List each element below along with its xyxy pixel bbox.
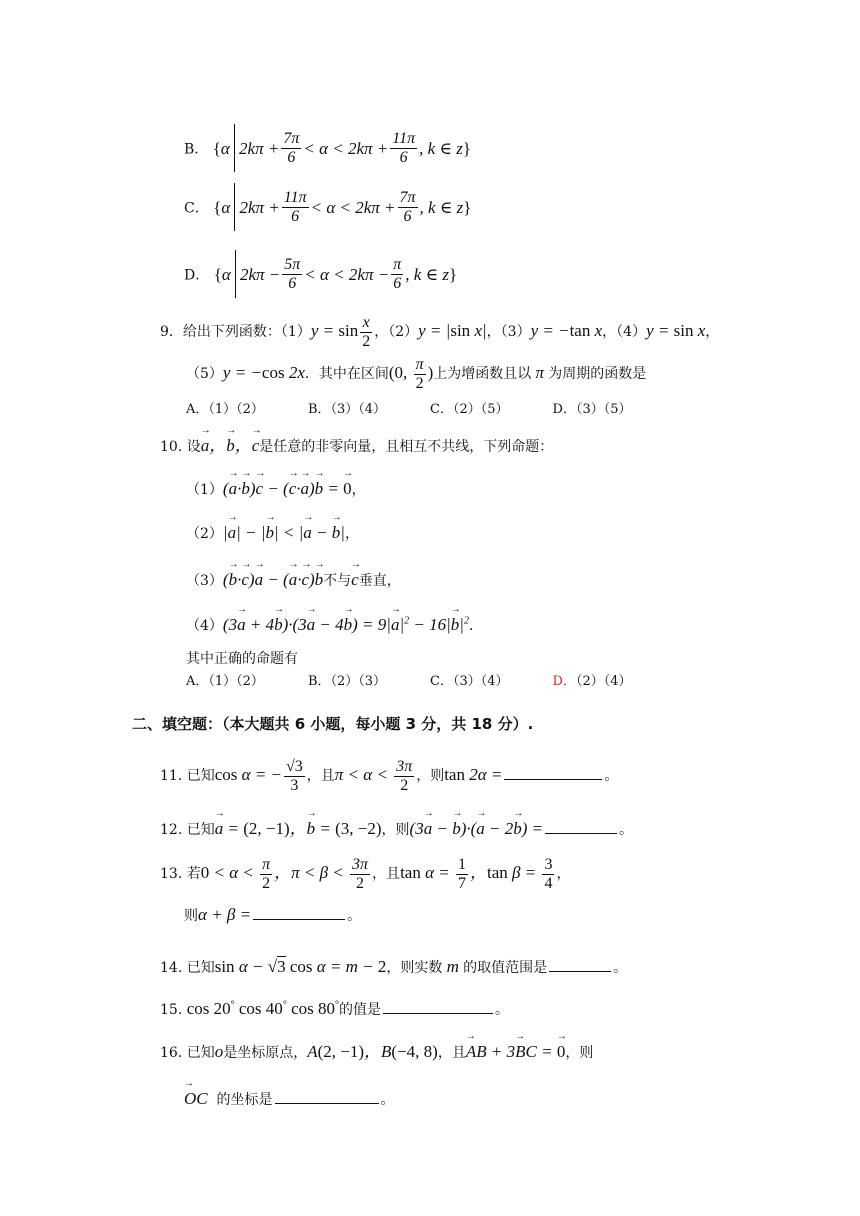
q13-line2 bbox=[184, 906, 361, 923]
q10-p1-label: （1） bbox=[186, 482, 223, 498]
q10-vectors: → a，→ b，→ c bbox=[201, 436, 260, 455]
q8-b-label: B． bbox=[184, 141, 209, 158]
q9-f4: y = sin x bbox=[646, 321, 706, 340]
q9-text-mid: ．其中在区间 bbox=[304, 366, 389, 382]
q16-line2 bbox=[184, 1090, 395, 1107]
q8-option-d bbox=[184, 250, 457, 298]
q10-p3-tail: 不与 bbox=[323, 573, 352, 589]
q9-intro: 给出下列函数： bbox=[182, 324, 281, 340]
q10-option-d-label: D． bbox=[552, 674, 576, 689]
q16-points: A(2, −1)，B(−4, 8) bbox=[307, 1042, 438, 1061]
q10-p1-formula: (→ a·→ b)→ c − (→ c·→ a)→ b = → 0 bbox=[223, 479, 352, 498]
q11-formula-3: tan 2α = bbox=[444, 765, 503, 784]
q9-stem: 9．给出下列函数：（1）y = sin $\frac{x}{2}$ ，（2）y = |sin x|，（3）y = −tan x，（4）y = sin x， bbox=[160, 314, 720, 350]
q10-p3-label: （3） bbox=[186, 573, 223, 589]
q13-text-b: ，且 bbox=[372, 866, 401, 882]
q9-text-end: 上为增函数且以 bbox=[433, 366, 532, 382]
q9-f5-label: （5） bbox=[186, 366, 223, 382]
q12 bbox=[160, 820, 633, 837]
q9-options bbox=[186, 403, 676, 416]
q13-text-c: 则 bbox=[184, 908, 198, 924]
q9-f5: y = −cos 2x bbox=[222, 363, 305, 382]
q15-answer-blank[interactable] bbox=[383, 1013, 493, 1014]
q13-answer-blank[interactable] bbox=[253, 919, 345, 920]
section-2-title: 二、填空题：（本大题共 6 小题，每小题 3 分，共 18 分）. bbox=[132, 715, 534, 733]
q16-period: 。 bbox=[380, 1092, 395, 1108]
q14-text-a: 已知 bbox=[186, 960, 215, 976]
q13-text-a: 若 bbox=[186, 866, 201, 882]
q13-period: 。 bbox=[347, 908, 362, 924]
q14-formula: sin α − √3 cos α = m − 2 bbox=[214, 957, 387, 976]
q15-period: 。 bbox=[494, 1002, 509, 1018]
q12-formula-2: (3→ a − → b)·(→ a − 2→ b) = bbox=[410, 819, 544, 838]
q10-p3-formula: (→ b·→ c)→ a − (→ a·→ c)→ b bbox=[223, 570, 323, 589]
q14-m: m bbox=[442, 957, 464, 976]
q16-number: 16. bbox=[160, 1045, 183, 1061]
q9-f4-label: （4） bbox=[616, 324, 647, 340]
q15-text-b: 的值是 bbox=[338, 1002, 381, 1018]
q8-c-label: C． bbox=[184, 200, 209, 217]
q15-number: 15. bbox=[160, 1002, 183, 1018]
q12-number: 12. bbox=[160, 822, 183, 838]
q9-interval: (0, $\frac{\pi}{2}$ ) bbox=[388, 356, 434, 392]
q9-f3-label: （3） bbox=[500, 324, 531, 340]
q8-option-b bbox=[184, 124, 471, 172]
q14-text-c: 的取值范围是 bbox=[463, 960, 548, 976]
q12-text-b: ，则 bbox=[381, 822, 410, 838]
q10-option-a: A．（1）（2） bbox=[186, 674, 264, 689]
q10-proposition-1: （1）(→ a·→ b)→ c − (→ c·→ a)→ b = → 0， bbox=[186, 480, 366, 497]
q12-period: 。 bbox=[619, 822, 634, 838]
q10-proposition-3 bbox=[186, 571, 401, 588]
q11-period: 。 bbox=[604, 768, 619, 784]
q10-p2-formula: |→ a| − |→ b| < |→ a − → b| bbox=[223, 523, 345, 542]
q16-oc: → OC bbox=[184, 1089, 208, 1108]
q9-f1-label: （1） bbox=[280, 324, 311, 340]
q11-formula-1: cos α = − $\frac{√3}{3}$ bbox=[214, 758, 303, 794]
q8-b-formula: { α 2kπ + $\frac{7\pi}{6}$ < α < 2kπ + $\frac{11\pi}{6}$ , k ∈ z } bbox=[213, 124, 471, 172]
q9-pi: π bbox=[531, 363, 549, 382]
q14-number: 14. bbox=[160, 960, 183, 976]
q16-formula: → AB + 3→ BC = → 0 bbox=[466, 1042, 565, 1061]
q9-option-a: A．（1）（2） bbox=[186, 402, 264, 417]
q9-f2: y = |sin x| bbox=[418, 321, 487, 340]
q10-p3-c: → c bbox=[351, 570, 359, 589]
q13-number: 13. bbox=[160, 866, 183, 882]
q10-proposition-2: （2）|→ a| − |→ b| < |→ a − → b|， bbox=[186, 524, 359, 541]
q10-text: 设 bbox=[186, 439, 201, 455]
q16-text-e: 的坐标是 bbox=[216, 1092, 273, 1108]
q14-answer-blank[interactable] bbox=[549, 971, 611, 972]
q11-number: 11. bbox=[160, 768, 183, 784]
q9-f1: y = sin $\frac{x}{2}$ bbox=[310, 314, 371, 350]
q11 bbox=[160, 758, 618, 794]
q15-formula: cos 20° cos 40° cos 80° bbox=[186, 999, 339, 1018]
q16 bbox=[160, 1043, 593, 1060]
q10-p4-label: （4） bbox=[186, 618, 223, 634]
q8-d-formula: { α 2kπ − $\frac{5\pi}{6}$ < α < 2kπ − $\frac{\pi}{6}$ , k ∈ z } bbox=[214, 250, 457, 298]
q13-formula-1: 0 < α < $\frac{\pi}{2}$ ，π < β < $\frac{3\pi}{2}$ bbox=[200, 856, 369, 892]
q10-option-c: C．（3）（4） bbox=[430, 674, 509, 689]
q13-formula-3: α + β = bbox=[198, 905, 252, 924]
q10-proposition-4: $(4)(3\to a + 4\to b)\cdot(3\to a - 4\to b) = 9|\to a|^2 - 16|\to b|^2$． bbox=[186, 616, 483, 633]
q16-text-b: 是坐标原点， bbox=[223, 1045, 308, 1061]
q10-conclusion: 其中正确的命题有 bbox=[186, 651, 298, 667]
q8-option-c bbox=[184, 183, 471, 231]
q10-p4-formula: $(3\to a + 4\to b)\cdot(3\to a - 4\to b) = 9|\to a|^2 - 16|\to b|^2$ bbox=[223, 615, 469, 634]
q13-formula-2: tan α = $\frac{1}{7}$ ，tan β = $\frac{3}{4}$ bbox=[400, 856, 553, 892]
q12-formula-1: → a = (2, −1)，→ b = (3, −2) bbox=[215, 819, 382, 838]
q14 bbox=[160, 956, 627, 975]
q11-formula-2: π < α < $\frac{3\pi}{2}$ bbox=[334, 758, 413, 794]
q9-f3: y = −tan x bbox=[530, 321, 603, 340]
q9-option-c: C．（2）（5） bbox=[430, 402, 509, 417]
q10-stem bbox=[160, 437, 553, 454]
q9-f2-label: （2） bbox=[388, 324, 419, 340]
q15 bbox=[160, 1000, 509, 1017]
q9-number: 9． bbox=[160, 324, 183, 340]
q11-text-c: ，则 bbox=[416, 768, 445, 784]
q10-text2: 是任意的非零向量，且相互不共线，下列命题： bbox=[259, 439, 554, 455]
q14-period: 。 bbox=[613, 960, 628, 976]
q9-text-end2: 为周期的函数是 bbox=[548, 366, 647, 382]
q11-text-a: 已知 bbox=[186, 768, 215, 784]
q16-text-a: 已知 bbox=[186, 1045, 215, 1061]
q10-number: 10. bbox=[160, 439, 183, 455]
q16-text-c: ，且 bbox=[437, 1045, 466, 1061]
q9-option-b: B．（3）（4） bbox=[307, 402, 387, 417]
q16-o: o bbox=[214, 1042, 224, 1061]
q12-answer-blank[interactable] bbox=[545, 833, 617, 834]
q8-d-label: D． bbox=[184, 267, 210, 284]
q11-text-b: ，且 bbox=[306, 768, 335, 784]
q16-text-d: ，则 bbox=[565, 1045, 594, 1061]
q8-c-formula: { α 2kπ + $\frac{11\pi}{6}$ < α < 2kπ + $\frac{7\pi}{6}$ , k ∈ z } bbox=[213, 183, 471, 231]
q11-answer-blank[interactable] bbox=[504, 779, 602, 780]
q12-text-a: 已知 bbox=[186, 822, 215, 838]
q9-option-d: D．（3）（5） bbox=[552, 402, 632, 417]
q14-text-b: ，则实数 bbox=[386, 960, 443, 976]
q9-stem-line2 bbox=[186, 356, 646, 392]
q13: 13. 若0 < α < $\frac{\pi}{2}$ ，π < β < $\frac{3\pi}{2}$ ，且tan α = $\frac{1}{7}$ ，tan β = $\frac{3}{4}$ ， bbox=[160, 856, 571, 892]
q10-option-d-text: （2）（4） bbox=[575, 674, 632, 689]
q10-p3-tail2: 垂直， bbox=[358, 573, 401, 589]
q10-option-b: B．（2）（3） bbox=[307, 674, 387, 689]
q10-options bbox=[186, 675, 632, 688]
q10-p2-label: （2） bbox=[186, 526, 223, 542]
q16-answer-blank[interactable] bbox=[275, 1103, 379, 1104]
